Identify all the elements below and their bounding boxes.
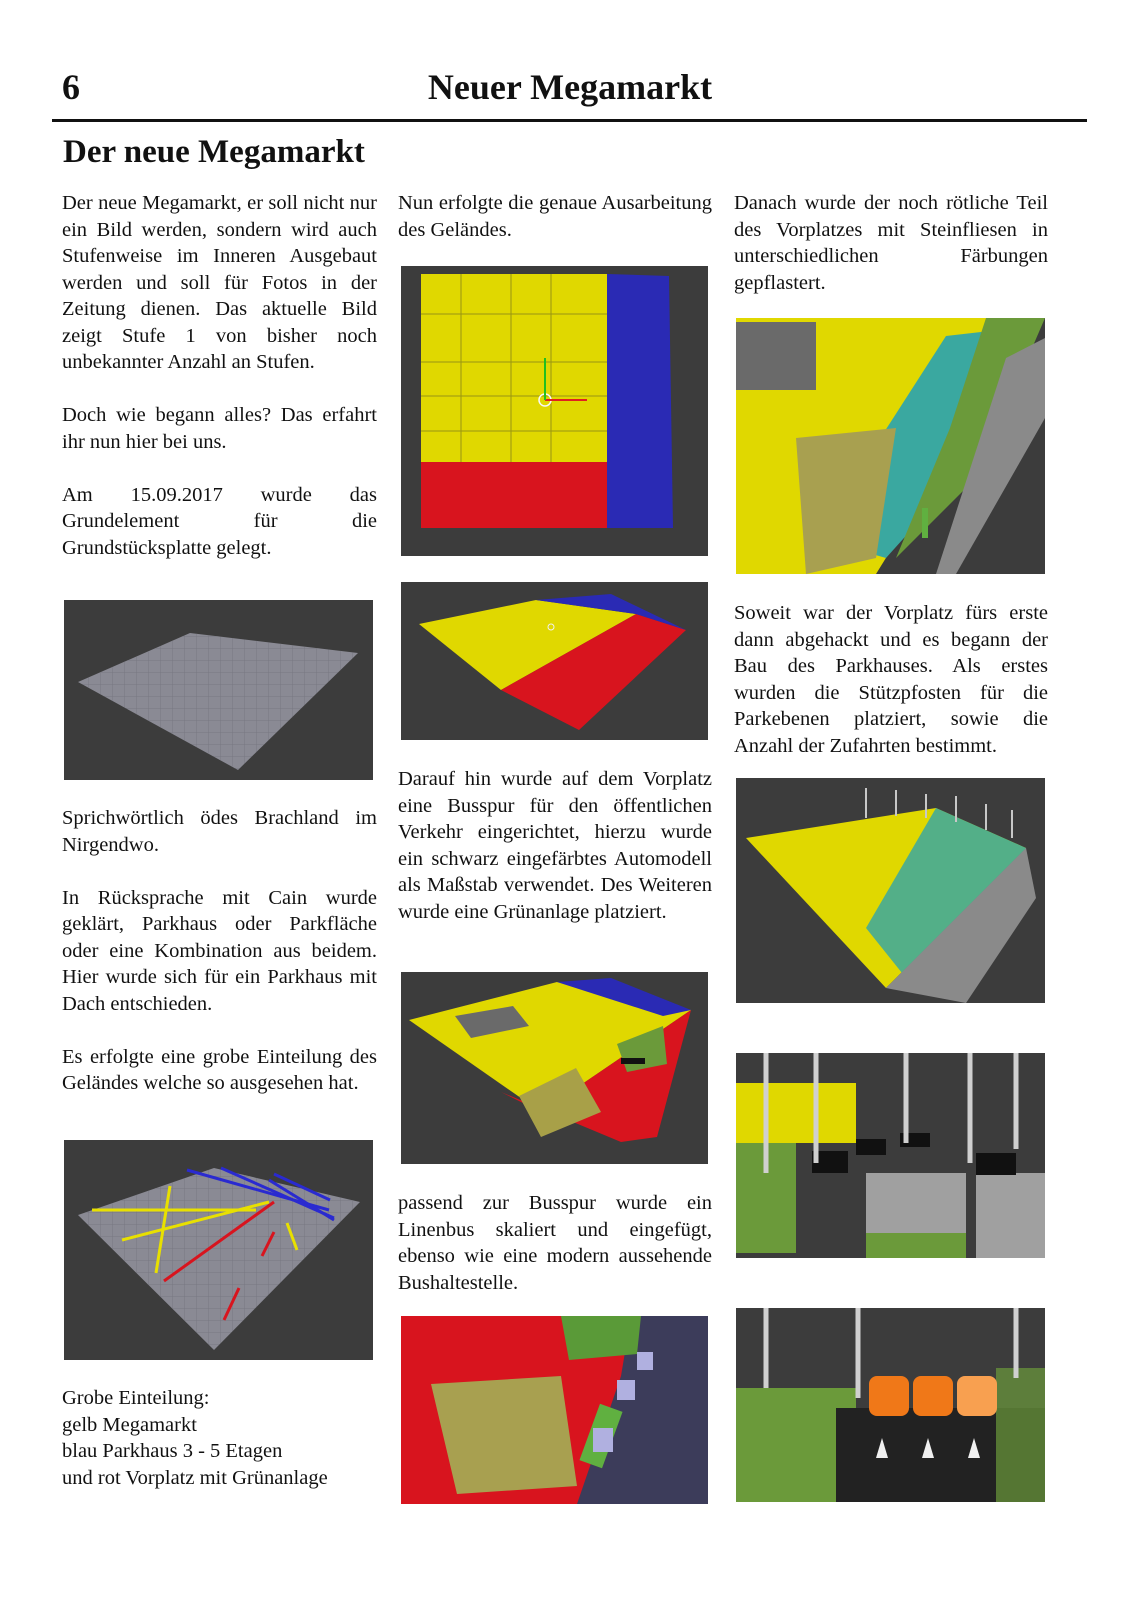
paragraph-question: Doch wie begann alles? Das erfahrt ihr nun hier bei uns. [62, 404, 377, 453]
image-bus-lane [401, 972, 708, 1164]
image-parking-deck [736, 1053, 1045, 1258]
column-2-top [398, 190, 712, 243]
column-3-middle [734, 600, 1048, 759]
column-2-bottom [398, 1190, 712, 1296]
running-title: Neuer Megamarkt [427, 67, 713, 107]
paragraph-cain: In Rücksprache mit Cain wurde geklärt, Parkhaus oder Parkfläche oder eine Kombination aus beidem. Hier wurde sich für ein Parkhaus mit Dach entschieden. [62, 886, 377, 1015]
legend-yellow: gelb Megamarkt [62, 1413, 197, 1436]
image-bus-stop [401, 1316, 708, 1504]
page-number: 6 [62, 67, 80, 107]
paragraph-brachland: Sprichwörtlich ödes Brachland im Nirgendwo. [62, 807, 377, 856]
paragraph-intro: Der neue Megamarkt, er soll nicht nur ein Bild werden, sondern wird auch Stufenweise im Inneren Ausgebaut werden und soll für Fotos in der Zeitung dienen. Das aktuelle Bild zeigt Stufe 1 von bisher noch unbekannter Anzahl an Stufen. [62, 192, 377, 373]
paragraph-parkhaus: Soweit war der Vorplatz fürs erste dann abgehackt und es begann der Bau des Parkhauses. Als erstes wurden die Stützpfosten für die Parkebenen platziert, sowie die Anzahl der Zufahrten bestimmt. [734, 602, 1048, 757]
paragraph-linienbus: passend zur Busspur wurde ein Linenbus skaliert und eingefügt, ebenso wie eine modern aussehende Bushaltestelle. [398, 1192, 712, 1294]
paragraph-einteilung: Es erfolgte eine grobe Einteilung des Geländes welche so ausgesehen hat. [62, 1045, 377, 1094]
column-3-top [734, 190, 1048, 296]
paragraph-busspur: Darauf hin wurde auf dem Vorplatz eine Busspur für den öffentlichen Verkehr eingerichtet, hierzu wurde ein schwarz eingefärbtes Automodell als Maßstab verwendet. Des Weiteren wurde eine Grünanlage platziert. [398, 768, 712, 923]
image-rough-zoning [64, 1140, 373, 1360]
legend-title: Grobe Einteilung: [62, 1387, 210, 1409]
paragraph-ausarbeitung: Nun erfolgte die genaue Ausarbeitung des Geländes. [398, 192, 712, 241]
legend-red: und rot Vorplatz mit Grünanlage [62, 1466, 328, 1489]
paragraph-date: Am 15.09.2017 wurde das Grundelement für die Grundstücksplatte gelegt. [62, 483, 377, 559]
zoning-legend [62, 1385, 377, 1491]
article-headline: Der neue Megamarkt [63, 134, 365, 170]
image-paved-forecourt [736, 318, 1045, 574]
image-orange-cars [736, 1308, 1045, 1502]
paragraph-pflaster: Danach wurde der noch rötliche Teil des Vorplatzes mit Steinfliesen in unterschiedlichen Färbungen gepflastert. [734, 192, 1048, 294]
column-1-intro [62, 190, 377, 561]
header-rule [52, 119, 1087, 122]
image-perspective-zones [401, 582, 708, 740]
column-1-middle [62, 805, 377, 1097]
column-2-middle [398, 766, 712, 925]
image-empty-plate [64, 600, 373, 780]
legend-blue: blau Parkhaus 3 - 5 Etagen [62, 1440, 283, 1462]
image-support-posts [736, 778, 1045, 1003]
image-top-view-zones [401, 266, 708, 556]
